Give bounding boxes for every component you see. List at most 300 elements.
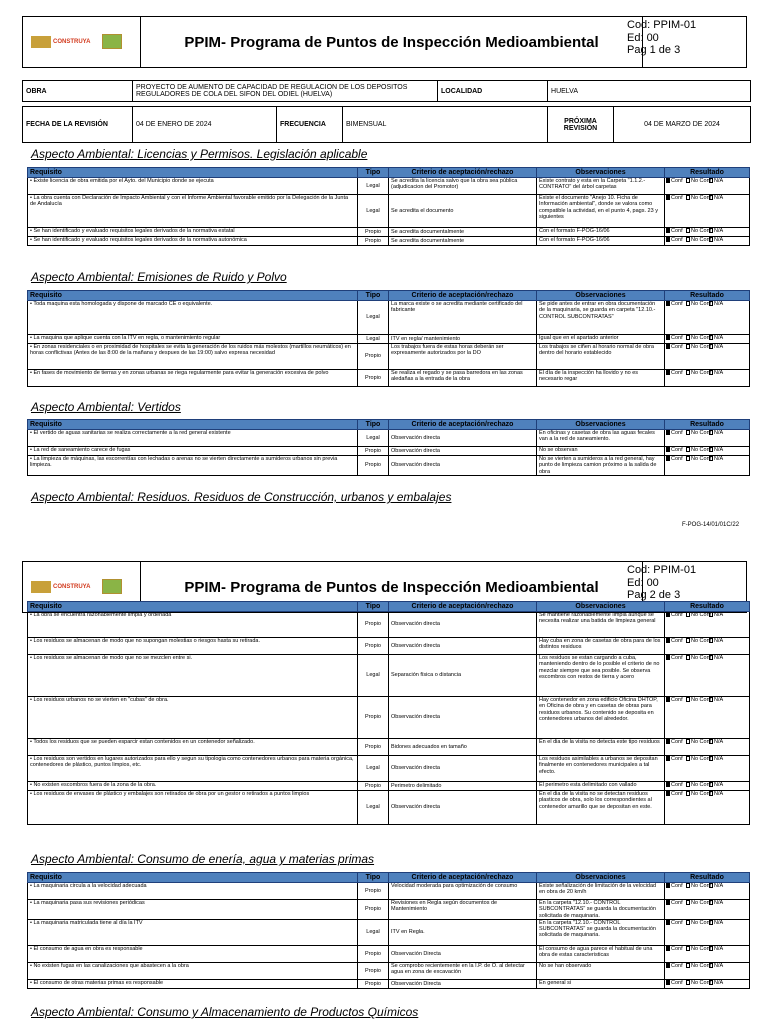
type-cell: Propio: [358, 237, 389, 246]
checkbox-empty-icon[interactable]: [709, 980, 713, 985]
result-option-n-a[interactable]: [709, 782, 729, 788]
checkbox-empty-icon[interactable]: [709, 447, 713, 452]
observation-cell: No se han observado: [537, 962, 665, 979]
fecha-value: 04 DE ENERO DE 2024: [133, 107, 277, 143]
table-row: [28, 945, 750, 962]
table-row: [28, 962, 750, 979]
checkbox-checked-icon[interactable]: [666, 370, 670, 375]
logo-text: CONSTRUYA: [53, 39, 91, 45]
observation-cell: Igual que en el apartado anterior: [537, 335, 665, 344]
result-option-n-a[interactable]: [709, 791, 729, 797]
criterion-cell: Los trabajos fuera de estas horas deberán ser expresamente autorizados por la DO: [389, 344, 537, 370]
result-option-conf[interactable]: [666, 456, 686, 462]
result-option-conf[interactable]: [666, 335, 686, 341]
checkbox-empty-icon[interactable]: [709, 370, 713, 375]
result-option-label: Conf: [671, 979, 683, 986]
requirement-text: • Los residuos se almacenan de modo que no supongan molestias o riesgos hasta su retirada.: [28, 638, 358, 655]
result-option-n-a[interactable]: [709, 335, 729, 341]
result-option-conf[interactable]: [666, 237, 686, 243]
checkbox-checked-icon[interactable]: [666, 655, 670, 660]
result-option-conf[interactable]: [666, 301, 686, 307]
checkbox-checked-icon[interactable]: [666, 430, 670, 435]
checkbox-checked-icon[interactable]: [666, 980, 670, 985]
result-option-no-conf[interactable]: [686, 962, 712, 969]
checkbox-checked-icon[interactable]: [666, 612, 670, 617]
criterion-cell: ITV en regla/ mantenimiento: [389, 335, 537, 344]
result-option-conf[interactable]: [666, 697, 686, 703]
result-option-conf[interactable]: [666, 638, 686, 644]
checkbox-empty-icon[interactable]: [709, 344, 713, 349]
result-option-conf[interactable]: [666, 195, 686, 201]
checkbox-empty-icon[interactable]: [709, 638, 713, 643]
result-option-label: No Conf: [691, 782, 712, 788]
result-option-label: N/A: [714, 979, 724, 986]
requirement-text: • La obra se encuentra razonablemente limpia y ordenada: [28, 612, 358, 638]
result-option-conf[interactable]: [666, 228, 686, 234]
doc-code-block-2: [627, 564, 696, 602]
requirement-text: • Los residuos son vertidos en lugares autorizados para ello y segun su tipologia como contenedores urbanos para materia orgánica, contenedores de plástico, puntos limpios, etc.: [28, 756, 358, 782]
type-cell: Propio: [358, 900, 389, 920]
result-option-no-conf[interactable]: [686, 883, 712, 889]
table-row: [28, 919, 750, 945]
checkbox-empty-icon[interactable]: [709, 900, 713, 905]
result-cell: [665, 430, 750, 447]
result-option-no-conf[interactable]: [686, 739, 712, 745]
section-title-consumo: Aspecto Ambiental: Consumo de enería, agua y materias primas: [31, 852, 375, 866]
type-cell: Legal: [358, 919, 389, 945]
result-option-n-a[interactable]: [709, 920, 729, 926]
result-option-label: No Conf: [691, 456, 712, 462]
section-title-licencias: Aspecto Ambiental: Licencias y Permisos. Legislación aplicable: [31, 147, 368, 161]
checkbox-empty-icon[interactable]: [709, 228, 713, 233]
checkbox-empty-icon[interactable]: [686, 900, 690, 905]
result-option-label: N/A: [714, 447, 724, 453]
result-option-n-a[interactable]: [709, 195, 729, 201]
result-option-n-a[interactable]: [709, 980, 729, 986]
observation-cell: Los residuos se estan cargando a cuba, manteniendo dentro de lo posible el criterio de no mezclar siempre que sea posible. Se observa escombros con restos de tierra y acero: [537, 655, 665, 697]
result-option-label: No Conf: [691, 228, 712, 234]
result-option-label: Conf: [671, 344, 683, 350]
checkbox-empty-icon[interactable]: [709, 697, 713, 702]
result-option-conf[interactable]: [666, 430, 686, 436]
result-option-n-a[interactable]: [709, 456, 729, 462]
checkbox-empty-icon[interactable]: [709, 655, 713, 660]
result-cell: [665, 919, 750, 945]
checkbox-checked-icon[interactable]: [666, 456, 670, 461]
result-option-label: N/A: [714, 335, 724, 341]
observation-cell: Hay cuba en zona de casetas de obra para de los distintos residuos: [537, 638, 665, 655]
result-cell: [665, 791, 750, 825]
checkbox-checked-icon[interactable]: [666, 883, 670, 888]
result-cell: [665, 739, 750, 756]
result-option-no-conf[interactable]: [686, 612, 712, 618]
result-option-label: N/A: [714, 228, 724, 234]
checkbox-empty-icon[interactable]: [709, 883, 713, 888]
result-option-label: No Conf: [691, 655, 712, 661]
checkbox-checked-icon[interactable]: [666, 447, 670, 452]
table-header-row: [28, 873, 750, 883]
result-option-label: No Conf: [691, 638, 712, 644]
criterion-cell: Revisiones en Regla según documentos de Mantenimiento: [389, 900, 537, 920]
result-option-label: N/A: [714, 883, 724, 889]
checkbox-checked-icon[interactable]: [666, 900, 670, 905]
checkbox-checked-icon[interactable]: [666, 697, 670, 702]
result-option-label: Conf: [671, 195, 683, 201]
type-cell: Legal: [358, 756, 389, 782]
type-cell: Legal: [358, 655, 389, 697]
column-header-resultado: Resultado: [665, 291, 750, 301]
result-option-n-a[interactable]: [709, 370, 729, 376]
checkbox-empty-icon[interactable]: [686, 370, 690, 375]
result-option-n-a[interactable]: [709, 638, 729, 644]
frecuencia-label: FRECUENCIA: [277, 107, 343, 143]
table-row: [28, 791, 750, 825]
result-option-no-conf[interactable]: [686, 782, 712, 788]
checkbox-checked-icon[interactable]: [666, 638, 670, 643]
result-option-no-conf[interactable]: [686, 945, 712, 952]
type-cell: Legal: [358, 195, 389, 228]
observation-cell: Los residuos asimilables a urbanos se depositan finalmente en contenedores municipales a tal efecto.: [537, 756, 665, 782]
result-option-label: N/A: [714, 638, 724, 644]
result-option-n-a[interactable]: [709, 883, 729, 889]
checkbox-empty-icon[interactable]: [686, 756, 690, 761]
result-option-n-a[interactable]: [709, 430, 729, 436]
result-option-no-conf[interactable]: [686, 456, 712, 462]
result-option-no-conf[interactable]: [686, 178, 712, 184]
checkbox-empty-icon[interactable]: [709, 963, 713, 968]
checkbox-empty-icon[interactable]: [709, 195, 713, 200]
checkbox-checked-icon[interactable]: [666, 344, 670, 349]
result-option-no-conf[interactable]: [686, 301, 712, 307]
result-option-label: N/A: [714, 739, 724, 745]
criterion-cell: Observación directa: [389, 430, 537, 447]
result-option-no-conf[interactable]: [686, 756, 712, 762]
result-option-label: Conf: [671, 962, 683, 969]
result-option-label: Conf: [671, 237, 683, 243]
checkbox-empty-icon[interactable]: [686, 946, 690, 951]
checkbox-empty-icon[interactable]: [709, 430, 713, 435]
section-title-quimicos: Aspecto Ambiental: Consumo y Almacenamiento de Productos Químicos: [31, 1005, 419, 1019]
requirement-text: • El consumo de agua en obra es responsable: [28, 945, 358, 962]
result-option-no-conf[interactable]: [686, 697, 712, 703]
checkbox-empty-icon[interactable]: [686, 739, 690, 744]
result-cell: [665, 456, 750, 476]
checkbox-empty-icon[interactable]: [709, 612, 713, 617]
criterion-cell: ITV en Regla.: [389, 919, 537, 945]
result-option-label: N/A: [714, 945, 724, 952]
column-header-tipo: Tipo: [358, 291, 389, 301]
result-option-label: No Conf: [691, 430, 712, 436]
result-option-label: No Conf: [691, 900, 712, 906]
criterion-cell: Se acredita documentalmente: [389, 237, 537, 246]
result-option-label: Conf: [671, 945, 683, 952]
table-row: [28, 979, 750, 988]
checkbox-empty-icon[interactable]: [709, 178, 713, 183]
checkbox-empty-icon[interactable]: [686, 178, 690, 183]
result-cell: [665, 195, 750, 228]
checkbox-empty-icon[interactable]: [686, 655, 690, 660]
result-option-no-conf[interactable]: [686, 919, 712, 926]
observation-cell: En oficinas y casetas de obra las aguas fecales van a la red de saneamiento.: [537, 430, 665, 447]
result-option-no-conf[interactable]: [686, 447, 712, 453]
result-option-label: No Conf: [691, 178, 712, 184]
result-option-label: Conf: [671, 900, 683, 906]
requirement-text: • Toda maquina esta homologada y dispone de marcado CE o equivalente.: [28, 301, 358, 335]
result-option-no-conf[interactable]: [686, 900, 712, 906]
result-option-conf[interactable]: [666, 791, 686, 797]
result-option-label: N/A: [714, 756, 724, 762]
requirements-table: [27, 419, 750, 476]
checkbox-checked-icon[interactable]: [666, 782, 670, 787]
checkbox-checked-icon[interactable]: [666, 237, 670, 242]
result-option-n-a[interactable]: [709, 739, 729, 745]
column-header-tipo: Tipo: [358, 168, 389, 178]
result-option-n-a[interactable]: [709, 178, 729, 184]
table-row: [28, 178, 750, 195]
observation-cell: En el dia de la visita no se detectan residuos plasticos de obra, solo los correspondientes al contenedor amarillo que se depositan en este.: [537, 791, 665, 825]
result-option-conf[interactable]: [666, 612, 686, 618]
result-option-label: Conf: [671, 919, 683, 926]
table-row: [28, 655, 750, 697]
obra-label: OBRA: [23, 81, 133, 102]
criterion-cell: Se comprobo recientemente en la I.P. de O. al detectar agua en zona de excavación: [389, 962, 537, 979]
result-option-n-a[interactable]: [709, 697, 729, 703]
requirement-text: • La maquina que aplique cuenta con la ITV en regla, o mantenimiento regular: [28, 335, 358, 344]
criterion-cell: Observación directa: [389, 638, 537, 655]
checkbox-empty-icon[interactable]: [686, 697, 690, 702]
result-cell: [665, 344, 750, 370]
criterion-cell: Separación física o distancia: [389, 655, 537, 697]
observation-cell: En la carpeta "12.10.- CONTROL SUBCONTRATAS" se guarda la documentación solicitada de maquinaria.: [537, 900, 665, 920]
logo-emblem-icon: [31, 581, 51, 593]
result-cell: [665, 979, 750, 988]
checkbox-checked-icon[interactable]: [666, 963, 670, 968]
type-cell: Propio: [358, 612, 389, 638]
requirement-text: • Existe licencia de obra emitida por el Ayto. del Municipio donde se ejecuta: [28, 178, 358, 195]
doc-edition: Ed: 00: [627, 576, 659, 589]
requirements-table: [27, 167, 750, 246]
checkbox-empty-icon[interactable]: [686, 963, 690, 968]
checkbox-checked-icon[interactable]: [666, 946, 670, 951]
table-row: [28, 301, 750, 335]
requirement-text: • La maquinaria pasa sus revisiones periódicas: [28, 900, 358, 920]
result-option-n-a[interactable]: [709, 228, 729, 234]
checkbox-empty-icon[interactable]: [686, 782, 690, 787]
result-option-label: Conf: [671, 178, 683, 184]
checkbox-empty-icon[interactable]: [709, 237, 713, 242]
company-logo: [23, 17, 141, 67]
result-option-label: Conf: [671, 370, 683, 376]
result-option-conf[interactable]: [666, 756, 686, 762]
result-option-conf[interactable]: [666, 920, 686, 926]
checkbox-empty-icon[interactable]: [686, 456, 690, 461]
checkbox-empty-icon[interactable]: [709, 756, 713, 761]
fecha-label: FECHA DE LA REVISIÓN: [23, 107, 133, 143]
checkbox-checked-icon[interactable]: [666, 195, 670, 200]
checkbox-empty-icon[interactable]: [709, 920, 713, 925]
column-header-requisito: Requisito: [28, 168, 358, 178]
result-option-no-conf[interactable]: [686, 228, 712, 234]
result-option-conf[interactable]: [666, 946, 686, 952]
requirement-text: • En fases de movimiento de tierras y en zonas urbanas se riega regularmente para evitar la generación excesiva de polvo: [28, 370, 358, 387]
result-option-conf[interactable]: [666, 344, 686, 350]
result-option-n-a[interactable]: [709, 344, 729, 350]
checkbox-checked-icon[interactable]: [666, 920, 670, 925]
checkbox-checked-icon[interactable]: [666, 756, 670, 761]
checkbox-checked-icon[interactable]: [666, 791, 670, 796]
result-option-conf[interactable]: [666, 447, 686, 453]
result-option-n-a[interactable]: [709, 237, 729, 243]
table-row: [28, 697, 750, 739]
criterion-cell: Se acredita la licencia salvo que la obra sea pública (adjudicacion del Promotor): [389, 178, 537, 195]
checkbox-checked-icon[interactable]: [666, 739, 670, 744]
checkbox-checked-icon[interactable]: [666, 301, 670, 306]
page1-header: [22, 16, 747, 68]
result-option-conf[interactable]: [666, 370, 686, 376]
checkbox-checked-icon[interactable]: [666, 178, 670, 183]
result-option-n-a[interactable]: [709, 655, 729, 661]
checkbox-empty-icon[interactable]: [686, 920, 690, 925]
observation-cell: Con el formato F-POG-16/06: [537, 237, 665, 246]
checkbox-empty-icon[interactable]: [686, 195, 690, 200]
criterion-cell: Observación Directa: [389, 945, 537, 962]
column-header-tipo: Tipo: [358, 420, 389, 430]
checkbox-checked-icon[interactable]: [666, 228, 670, 233]
result-option-n-a[interactable]: [709, 756, 729, 762]
result-cell: [665, 883, 750, 900]
result-option-conf[interactable]: [666, 980, 686, 986]
result-option-no-conf[interactable]: [686, 655, 712, 661]
checkbox-empty-icon[interactable]: [686, 447, 690, 452]
checkbox-empty-icon[interactable]: [686, 791, 690, 796]
checkbox-empty-icon[interactable]: [709, 782, 713, 787]
result-option-conf[interactable]: [666, 178, 686, 184]
criterion-cell: Perimetro delimitado: [389, 782, 537, 791]
type-cell: Legal: [358, 791, 389, 825]
checkbox-empty-icon[interactable]: [686, 237, 690, 242]
table-row: [28, 370, 750, 387]
localidad-value: HUELVA: [548, 81, 751, 102]
result-option-label: Conf: [671, 638, 683, 644]
proxima-label: PRÓXIMA REVISIÓN: [548, 107, 614, 143]
result-option-label: Conf: [671, 335, 683, 341]
document-title: PPIM- Programa de Puntos de Inspección Medioambiental: [141, 17, 643, 67]
checkbox-empty-icon[interactable]: [709, 335, 713, 340]
table-header-row: [28, 168, 750, 178]
type-cell: Propio: [358, 228, 389, 237]
result-option-conf[interactable]: [666, 900, 686, 906]
checkbox-empty-icon[interactable]: [686, 883, 690, 888]
table-row: [28, 883, 750, 900]
table-row: [28, 344, 750, 370]
result-option-label: No Conf: [691, 979, 712, 986]
result-option-n-a[interactable]: [709, 301, 729, 307]
checkbox-empty-icon[interactable]: [686, 430, 690, 435]
result-option-no-conf[interactable]: [686, 335, 712, 341]
result-option-no-conf[interactable]: [686, 791, 712, 797]
result-option-n-a[interactable]: [709, 946, 729, 952]
result-option-n-a[interactable]: [709, 447, 729, 453]
result-option-label: Conf: [671, 791, 683, 797]
result-option-conf[interactable]: [666, 782, 686, 788]
result-option-n-a[interactable]: [709, 612, 729, 618]
checkbox-checked-icon[interactable]: [666, 335, 670, 340]
result-option-label: No Conf: [691, 919, 712, 926]
result-option-no-conf[interactable]: [686, 344, 712, 350]
result-option-no-conf[interactable]: [686, 430, 712, 436]
result-option-label: No Conf: [691, 883, 712, 889]
criterion-cell: La marca existe o se acredita mediante certificado del fabricante: [389, 301, 537, 335]
result-option-conf[interactable]: [666, 739, 686, 745]
checkbox-empty-icon[interactable]: [686, 612, 690, 617]
result-option-n-a[interactable]: [709, 963, 729, 969]
checkbox-empty-icon[interactable]: [709, 946, 713, 951]
checkbox-empty-icon[interactable]: [709, 456, 713, 461]
criterion-cell: Bidones adecuados en tamaño: [389, 739, 537, 756]
result-option-no-conf[interactable]: [686, 237, 712, 243]
checkbox-empty-icon[interactable]: [686, 301, 690, 306]
checkbox-empty-icon[interactable]: [686, 228, 690, 233]
type-cell: Propio: [358, 739, 389, 756]
table-row: [28, 228, 750, 237]
checkbox-empty-icon[interactable]: [686, 344, 690, 349]
table-row: [28, 430, 750, 447]
result-option-n-a[interactable]: [709, 900, 729, 906]
obra-value: PROYECTO DE AUMENTO DE CAPACIDAD DE REGULACION DE LOS DEPOSITOS REGULADORES DE COLA DEL SIFON DEL ODIEL (HUELVA): [133, 81, 438, 102]
type-cell: Legal: [358, 430, 389, 447]
result-option-label: Conf: [671, 739, 683, 745]
column-header-criterio: Criterio de aceptación/rechazo: [389, 291, 537, 301]
checkbox-empty-icon[interactable]: [686, 638, 690, 643]
result-option-label: N/A: [714, 370, 724, 376]
result-option-no-conf[interactable]: [686, 370, 712, 376]
checkbox-empty-icon[interactable]: [709, 301, 713, 306]
result-option-label: No Conf: [691, 447, 712, 453]
result-option-no-conf[interactable]: [686, 195, 712, 201]
column-header-tipo: Tipo: [358, 873, 389, 883]
result-option-conf[interactable]: [666, 963, 686, 969]
table-row: [28, 195, 750, 228]
result-option-label: No Conf: [691, 335, 712, 341]
column-header-criterio: Criterio de aceptación/rechazo: [389, 602, 537, 612]
observation-cell: Hay contenedor en zona edificio Oficina DHTOP, en Oficina de obra y en casetas de obras para residuos urbanos. Su contenido se deposita en contenedores urbanos del alrededor.: [537, 697, 665, 739]
result-option-conf[interactable]: [666, 883, 686, 889]
requirement-text: • Se han identificado y evaluado requisitos legales derivados de la normativa estatal: [28, 228, 358, 237]
result-option-no-conf[interactable]: [686, 979, 712, 986]
requirement-text: • Se han identificado y evaluado requisitos legales derivados de la normativa autonómica: [28, 237, 358, 246]
checkbox-empty-icon[interactable]: [686, 980, 690, 985]
result-option-no-conf[interactable]: [686, 638, 712, 644]
column-header-resultado: Resultado: [665, 602, 750, 612]
doc-code-block: [627, 19, 696, 57]
observation-cell: El día de la inspección ha llovido y no es necesario regar: [537, 370, 665, 387]
checkbox-empty-icon[interactable]: [686, 335, 690, 340]
requirement-text: • No existen fugas en las canalizaciones que abastecen a la obra: [28, 962, 358, 979]
type-cell: Propio: [358, 370, 389, 387]
result-option-conf[interactable]: [666, 655, 686, 661]
table-row: [28, 237, 750, 246]
type-cell: Legal: [358, 178, 389, 195]
checkbox-empty-icon[interactable]: [709, 791, 713, 796]
observation-cell: Existe el documento "Anejo 10. Ficha de Información ambiental", donde se valora como compatible la actividad, en el punto 4, pags. 23 y siguientes: [537, 195, 665, 228]
checkbox-empty-icon[interactable]: [709, 739, 713, 744]
result-option-label: N/A: [714, 456, 724, 462]
requirement-text: • Los residuos urbanos no se vierten en "cubas" de obra.: [28, 697, 358, 739]
result-cell: [665, 370, 750, 387]
result-option-label: N/A: [714, 430, 724, 436]
result-cell: [665, 962, 750, 979]
column-header-observaciones: Observaciones: [537, 873, 665, 883]
